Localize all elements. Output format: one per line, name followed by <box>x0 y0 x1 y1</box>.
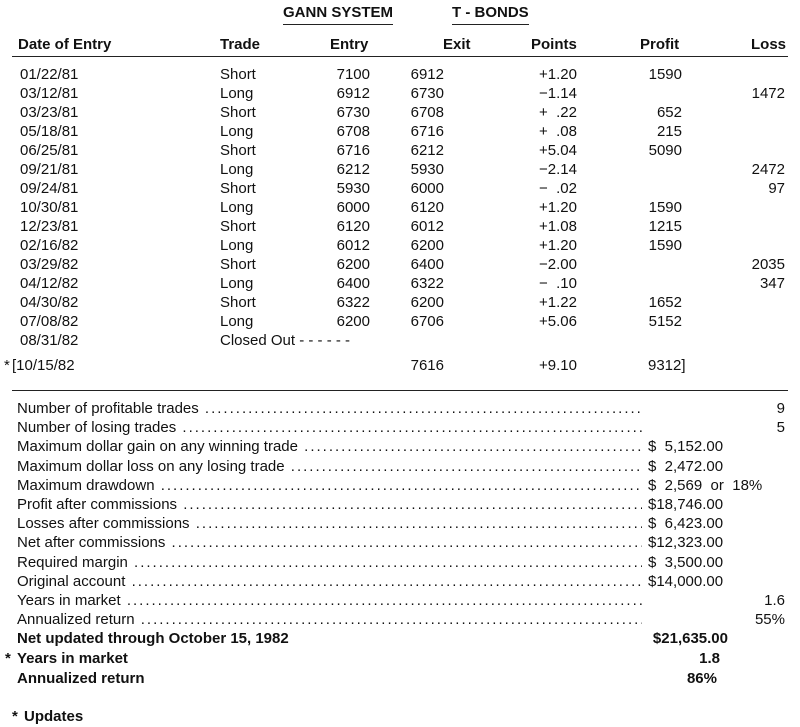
cell-exit: 6012 <box>410 218 444 235</box>
cell-date: 09/21/81 <box>20 161 79 178</box>
cell-entry: 6000 <box>336 199 370 216</box>
table-row <box>0 237 800 256</box>
table-header <box>0 36 800 58</box>
cell-entry: 6730 <box>336 104 370 121</box>
cell-date: 03/23/81 <box>20 104 79 121</box>
col-points: Points <box>531 36 577 53</box>
cell-date: 03/12/81 <box>20 85 79 102</box>
update-marker: * <box>5 650 11 667</box>
summary-row <box>0 496 800 515</box>
cell-trade: Long <box>220 123 254 140</box>
cell-points: + .22 <box>539 104 577 121</box>
cell-exit: 6200 <box>410 294 444 311</box>
summary-value: $ 5,152.00 <box>648 438 724 456</box>
cell-date: [10/15/82 <box>12 357 75 374</box>
table-row <box>0 142 800 161</box>
cell-date: 09/24/81 <box>20 180 79 197</box>
cell-points: +1.20 <box>539 237 577 254</box>
cell-trade: Long <box>220 199 254 216</box>
cell-exit: 6716 <box>410 123 444 140</box>
summary-value: $14,000.00 <box>648 572 724 590</box>
summary-row <box>0 400 800 419</box>
summary-label: Annualized return ..... <box>17 611 642 628</box>
summary-row <box>0 438 800 457</box>
cell-points: +1.08 <box>539 218 577 235</box>
updated-value: 1.8 <box>699 650 720 667</box>
cell-date: 07/08/82 <box>20 313 79 330</box>
cell-date: 04/30/82 <box>20 294 79 311</box>
summary-list <box>0 400 800 630</box>
cell-loss: 347 <box>759 275 785 292</box>
summary-row <box>0 573 800 592</box>
cell-trade: Short <box>220 180 256 197</box>
cell-profit: 215 <box>656 123 682 140</box>
cell-trade: Short <box>220 142 256 159</box>
cell-exit: 6000 <box>410 180 444 197</box>
updated-summary <box>0 630 800 690</box>
cell-date: 08/31/82 <box>20 332 79 349</box>
cell-trade: Short <box>220 104 256 121</box>
summary-value-right: 5 <box>776 419 785 437</box>
table-row <box>0 294 800 313</box>
cell-trade: Long <box>220 237 254 254</box>
cell-profit: 652 <box>656 104 682 121</box>
summary-row <box>0 458 800 477</box>
cell-loss: 97 <box>768 180 785 197</box>
col-entry: Entry <box>330 36 369 53</box>
cell-points: + .08 <box>539 123 577 140</box>
system-title: GANN SYSTEM <box>283 4 393 25</box>
summary-label: Number of profitable trades ..... <box>17 400 642 417</box>
cell-profit: 9312] <box>648 357 686 374</box>
cell-date: 12/23/81 <box>20 218 79 235</box>
cell-exit: 5930 <box>410 161 444 178</box>
summary-label: Number of losing trades ..... <box>17 419 642 436</box>
cell-points: +1.20 <box>539 199 577 216</box>
document-title <box>0 4 800 26</box>
cell-profit: 1590 <box>648 66 682 83</box>
cell-exit: 6322 <box>410 275 444 292</box>
cell-points: −1.14 <box>539 85 577 102</box>
cell-date: 03/29/82 <box>20 256 79 273</box>
cell-trade: Short <box>220 218 256 235</box>
cell-date: 04/12/82 <box>20 275 79 292</box>
cell-trade: Long <box>220 313 254 330</box>
cell-entry: 6400 <box>336 275 370 292</box>
cell-profit: 1652 <box>648 294 682 311</box>
update-marker: * <box>4 357 10 374</box>
cell-exit: 6120 <box>410 199 444 216</box>
summary-row <box>0 611 800 630</box>
table-row <box>0 313 800 332</box>
table-row-update <box>0 357 800 376</box>
cell-entry: 6708 <box>336 123 370 140</box>
col-profit: Profit <box>640 36 680 53</box>
footnote-marker: * <box>12 708 18 725</box>
summary-value: $ 2,569 or 18% <box>648 476 763 494</box>
col-loss: Loss <box>751 36 787 53</box>
cell-trade: Long <box>220 85 254 102</box>
table-row <box>0 256 800 275</box>
cell-entry: 6200 <box>336 256 370 273</box>
cell-exit: 7616 <box>410 357 444 374</box>
cell-entry: 5930 <box>336 180 370 197</box>
cell-profit: 1215 <box>648 218 682 235</box>
summary-label: Profit after commissions ..... <box>17 496 642 513</box>
updated-label: Net updated through October 15, 1982 <box>17 630 289 647</box>
table-row <box>0 275 800 294</box>
header-rule <box>12 56 788 57</box>
col-trade: Trade <box>220 36 261 53</box>
table-row <box>0 161 800 180</box>
summary-row <box>0 554 800 573</box>
cell-profit: 1590 <box>648 237 682 254</box>
cell-exit: 6212 <box>410 142 444 159</box>
section-divider <box>12 390 788 391</box>
col-exit: Exit <box>443 36 471 53</box>
summary-row <box>0 515 800 534</box>
summary-label: Maximum dollar gain on any winning trade ..... <box>17 438 642 455</box>
cell-trade: Short <box>220 66 256 83</box>
cell-exit: 6730 <box>410 85 444 102</box>
updated-row <box>0 630 800 650</box>
cell-entry: 6322 <box>336 294 370 311</box>
trade-table <box>0 66 800 376</box>
summary-label: Net after commissions ..... <box>17 534 642 551</box>
table-row <box>0 104 800 123</box>
updated-row <box>0 670 800 690</box>
cell-points: − .02 <box>539 180 577 197</box>
cell-entry: 6716 <box>336 142 370 159</box>
summary-row <box>0 419 800 438</box>
summary-value: $ 6,423.00 <box>648 515 724 533</box>
cell-trade: Long <box>220 161 254 178</box>
cell-trade: Short <box>220 294 256 311</box>
cell-date: 05/18/81 <box>20 123 79 140</box>
market-title: T - BONDS <box>452 4 529 25</box>
cell-entry: 6012 <box>336 237 370 254</box>
summary-value-right: 55% <box>754 611 785 629</box>
cell-entry: 6200 <box>336 313 370 330</box>
summary-row <box>0 534 800 553</box>
summary-value-right: 9 <box>776 400 785 417</box>
cell-profit: 5090 <box>648 142 682 159</box>
updated-value: 86% <box>686 670 717 687</box>
summary-label: Maximum dollar loss on any losing trade ..... <box>17 458 642 475</box>
cell-loss: 2472 <box>751 161 785 178</box>
cell-entry: 6912 <box>336 85 370 102</box>
table-row-closed-out <box>0 332 800 351</box>
updated-row <box>0 650 800 670</box>
cell-points: −2.14 <box>539 161 577 178</box>
cell-loss: 1472 <box>751 85 785 102</box>
cell-date: 10/30/81 <box>20 199 79 216</box>
summary-value: $18,746.00 <box>648 495 724 513</box>
summary-row <box>0 477 800 496</box>
summary-row <box>0 592 800 611</box>
cell-exit: 6400 <box>410 256 444 273</box>
cell-date: 06/25/81 <box>20 142 79 159</box>
cell-entry: 6120 <box>336 218 370 235</box>
table-row <box>0 218 800 237</box>
cell-points: +1.22 <box>539 294 577 311</box>
summary-label: Maximum drawdown ..... <box>17 477 642 494</box>
table-row <box>0 180 800 199</box>
summary-label: Required margin ..... <box>17 554 642 571</box>
updated-label: Years in market <box>17 650 128 667</box>
cell-entry: 6212 <box>336 161 370 178</box>
summary-value: $ 3,500.00 <box>648 553 724 571</box>
summary-label: Years in market ..... <box>17 592 642 609</box>
cell-points: − .10 <box>539 275 577 292</box>
col-date: Date of Entry <box>18 36 112 53</box>
footnote-label: Updates <box>24 708 84 725</box>
updated-value: $21,635.00 <box>652 630 728 647</box>
cell-date: 02/16/82 <box>20 237 79 254</box>
summary-label: Losses after commissions ..... <box>17 515 642 532</box>
cell-exit: 6706 <box>410 313 444 330</box>
cell-profit: 5152 <box>648 313 682 330</box>
table-row <box>0 123 800 142</box>
cell-points: −2.00 <box>539 256 577 273</box>
summary-value: $ 2,472.00 <box>648 457 724 475</box>
summary-value: $12,323.00 <box>648 534 724 552</box>
table-row <box>0 85 800 104</box>
cell-exit: 6200 <box>410 237 444 254</box>
cell-date: 01/22/81 <box>20 66 79 83</box>
cell-points: +1.20 <box>539 66 577 83</box>
summary-value-right: 1.6 <box>764 591 785 609</box>
cell-trade: Closed Out - - - - - - <box>220 332 351 349</box>
table-row <box>0 66 800 85</box>
cell-trade: Short <box>220 256 256 273</box>
cell-profit: 1590 <box>648 199 682 216</box>
cell-points: +9.10 <box>539 357 577 374</box>
cell-points: +5.06 <box>539 313 577 330</box>
updated-label: Annualized return <box>17 670 145 687</box>
table-row <box>0 199 800 218</box>
cell-exit: 6912 <box>410 66 444 83</box>
cell-points: +5.04 <box>539 142 577 159</box>
cell-loss: 2035 <box>751 256 785 273</box>
cell-entry: 7100 <box>336 66 370 83</box>
summary-label: Original account ..... <box>17 573 642 590</box>
cell-exit: 6708 <box>410 104 444 121</box>
cell-trade: Long <box>220 275 254 292</box>
